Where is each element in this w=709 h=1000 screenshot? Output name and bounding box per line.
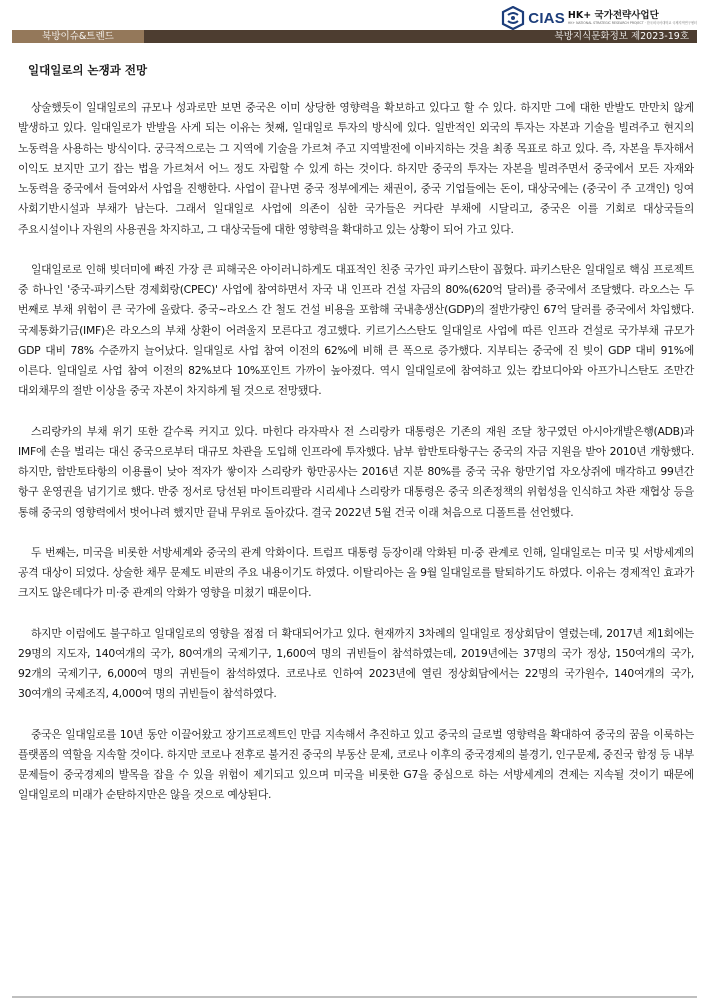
paragraph: 두 번째는, 미국을 비롯한 서방세계와 중국의 관계 악화이다. 트럼프 대통령 등장이래 악화된 미·중 관계로 인해, 일대일로는 미국 및 서방세계의 공격 대상이 되었다. 상술한 채무 문제도 비판의 주요 내용이기도 하였다. 이탈리아는 올 9월 일대일로를 탈퇴하기도 하였다. 이유는 경제적인 효과가 크지도 않은데다가 미·중 관계의 악화가 영향을 미쳤기 때문이다. [18,545,694,600]
header-bar [12,30,697,43]
logo-hk-text: HK+ 국가전략사업단 [567,9,659,21]
publication-label: 북방지식문화정보 제2023-19호 [144,30,697,43]
cias-emblem-icon [501,6,525,30]
paragraph: 상술했듯이 일대일로의 규모나 성과로만 보면 중국은 이미 상당한 영향력을 확보하고 있다고 할 수 있다. 하지만 그에 대한 반발도 만만치 않게 발생하고 있다. 일대일로가 반발을 사게 되는 이유는 첫째, 일대일로 투자의 방식에 있다. 일반적인 외국의 투자는 자본과 기술을 빌려주고 현지의 노동력을 사용하는 방식이다. 궁극적으로는 그 지역에 기술을 가르쳐 주고 지역발전에 이바지하는 것을 최종 목표로 하고 있다. 즉, 자본을 투자해서 이익도 보지만 고기 잡는 법을 가르쳐서 어느 정도 자립할 수 있게 하는 것이다. 하지만 중국의 투자는 자본을 빌려주면서 중국에서 모든 자재와 노동력을 중국에서 들여와서 사업을 진행한다. 사업이 끝나면 중국 정부에게는 채권이, 중국 기업들에는 돈이, 대상국에는 (중국이 주 고객인) 잉여 사회기반시설과 부채가 남는다. 그래서 일대일로 사업에 의존이 심한 국가들은 커다란 부채에 시달리고, 중국은 이를 기회로 대상국들의 주요시설이나 자원의 사용권을 차지하고, 그 대상국들에 대한 영향력을 확대하고 있는 상황이 되어 가고 있다. [18,101,694,236]
footer-divider [12,996,697,998]
logo-right-block [568,11,697,26]
paragraph: 스리랑카의 부채 위기 또한 갈수록 커지고 있다. 마힌다 라자팍사 전 스리랑카 대통령은 기존의 재원 조달 창구였던 아시아개발은행(ADB)과 IMF에 손을 벌리는 대신 중국으로부터 대규모 차관을 도입해 인프라에 투자했다. 남부 함반토타항구는 중국의 자금 지원을 받아 2010년 개항했다. 하지만, 함반토타항의 이용률이 낮아 적자가 쌓이자 스리랑카 항만공사는 2016년 지분 80%를 중국 국유 항만기업 자오상쥐에 매각하고 99년간 항구 운영권을 넘기기로 했다. 반중 정서로 당선된 마이트리팔라 시리세나 스리랑카 대통령은 중국 의존정책의 위험성을 인식하고 차관 재협상 등을 통해 중국의 영향력에서 벗어나려 했지만 끝내 무위로 돌아갔다. 결국 2022년 5월 건국 이래 처음으로 디폴트를 선언했다. [18,424,694,519]
logo-cias-text: CIAS [528,9,565,27]
paragraph: 하지만 이럼에도 불구하고 일대일로의 영향을 점점 더 확대되어가고 있다. 현재까지 3차례의 일대일로 정상회담이 열렸는데, 2017년 제1회에는 29명의 지도자, 140여개의 국가, 80여개의 국제기구, 1,600여 명의 귀빈들이 참석하였는데, 2019년에는 37명의 국가 정상, 150여개의 국가, 92개의 국제기구, 6,000여 명의 귀빈들이 참석하였다. 코로나로 인하여 2023년에 열린 정상회담에서는 22명의 국가원수, 140여개의 국가, 30여개의 국제조직, 4,000여 명의 귀빈들이 참석하였다. [18,626,695,701]
paragraph: 중국은 일대일로를 10년 동안 이끌어왔고 장기프로젝트인 만큼 지속해서 추진하고 있고 중국의 글로벌 영향력을 확대하여 중국의 꿈을 이룩하는 플랫폼의 역할을 지속할 것이다. 하지만 코로나 전후로 불거진 중국의 부동산 문제, 코로나 이후의 중국경제의 불경기, 인구문제, 중진국 함정 등 내부 문제들이 중국경제의 발목을 잡을 수 있을 위험이 제기되고 있으며 미국을 비롯한 G7을 중심으로 하는 서방세계의 견제는 지속될 것이기 때문에 일대일로의 미래가 순탄하지만은 않을 것으로 예상된다. [18,727,694,802]
cias-logo [501,6,697,30]
article-title: 일대일로의 논쟁과 전망 [28,63,148,77]
logo-subtitle: HK+ NATIONAL STRATEGIC RESEARCH PROJECT · 한국외국어대학교 국제지역연구센터 [567,21,697,26]
paragraph: 일대일로로 인해 빚더미에 빠진 가장 큰 피해국은 아이러니하게도 대표적인 친중 국가인 파키스탄이 꼽혔다. 파키스탄은 일대일로 핵심 프로젝트 중 하나인 '중국-파키스탄 경제회랑(CPEC)' 사업에 참여하면서 자국 내 인프라 건설 자금의 80%(620억 달러)를 중국에서 조달했다. 라오스는 두 번째로 부채 위험이 큰 국가에 올랐다. 중국~라오스 간 철도 건설 비용을 포함해 국내총생산(GDP)의 절반가량인 67억 달러를 중국에서 차입했다. 국제통화기금(IMF)은 라오스의 부채 상환이 어려울지 모른다고 경고했다. 키르기스스탄도 일대일로 사업에 따른 인프라 건설로 국가부채 규모가 GDP 대비 78% 수준까지 늘어났다. 일대일로 사업 참여 이전의 62%에 비해 큰 폭으로 증가했다. 지부티는 중국에 진 빚이 GDP 대비 91%에 이른다. 일대일로 사업 참여 이전의 82%보다 10%포인트 가까이 높아졌다. 역시 일대일로에 참여하고 있는 캄보디아와 아프가니스탄도 조만간 대외채무의 절반 이상을 중국 자본이 차지하게 될 것으로 전망됐다. [18,262,695,398]
article-body [18,98,694,826]
section-label: 북방이슈&트렌드 [12,30,144,43]
